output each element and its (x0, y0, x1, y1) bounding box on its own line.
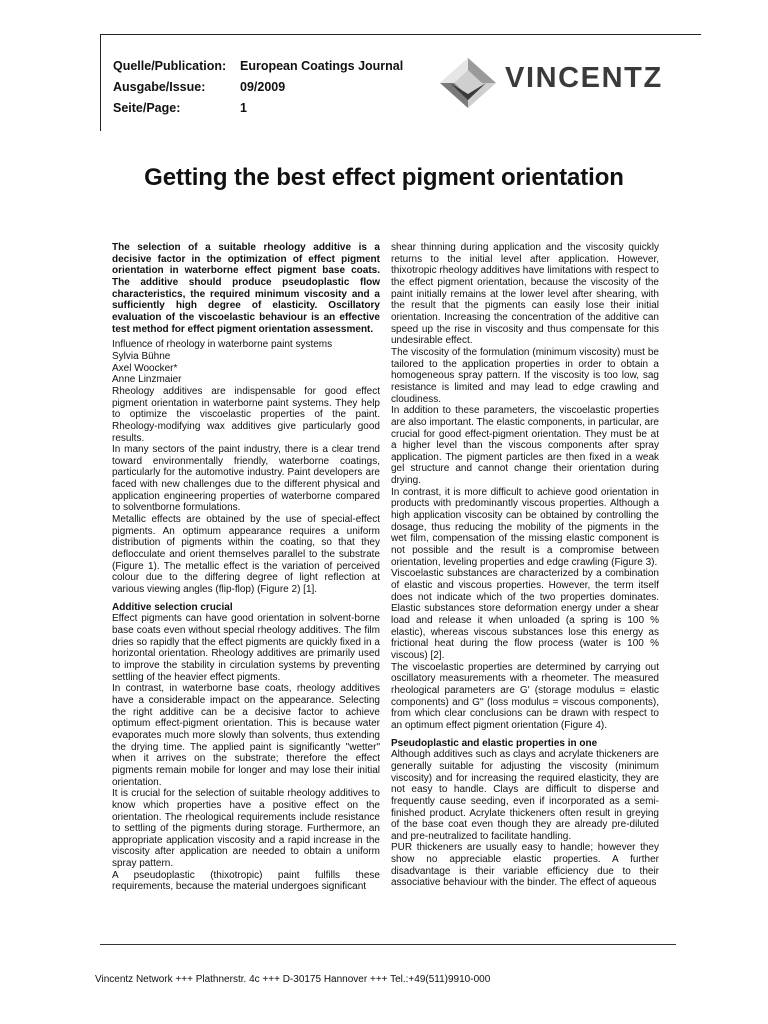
body-paragraph: In many sectors of the paint industry, there is a clear trend toward environmentally friendly, waterborne coatings, particularly for the automotive industry. Paint developers are faced with new challenges due to the different physical and application engineering properties of waterborne compared to solventborne formulations. (112, 444, 380, 514)
column-left (112, 242, 380, 893)
body-paragraph: Effect pigments can have good orientation in solvent-borne base coats even without special rheology additives. The film dries so rapidly that the effect pigments are quickly fixed in a horizontal orientation. Rheology additives are primarily used to improve the stability in circulation systems by preventing settling of the heavier effect pigments. (112, 613, 380, 683)
meta-row-page (113, 98, 403, 119)
author-name: Sylvia Bühne (112, 350, 171, 362)
body-paragraph: Viscoelastic substances are characterized by a combination of elastic and viscous properties. However, the term itself does not indicate which of the two properties dominates. Elastic substances store deformation energy under a shear load and release it when unloaded (a spring is 100 % elastic), whereas viscous substances lose this energy as frictional heat during the flow process (water is 100 % viscous) [2]. (391, 568, 659, 661)
page-label: Seite/Page: (113, 101, 181, 115)
body-paragraph: In contrast, in waterborne base coats, rheology additives have a considerable impact on the appearance. Selecting the right additive can be a decisive factor to achieve optimum effect-pigment orientation. This is because water evaporates much more slowly than solvents, thus extending the drying time. The applied paint is significantly "wetter" when it arrives on the substrate; therefore the effect pigments remain mobile for longer and may lose their initial orientation. (112, 683, 380, 788)
body-paragraph: shear thinning during application and the viscosity quickly returns to the initial level after application. However, thixotropic rheology additives have limitations with respect to the effect pigment orientation, because the viscosity of the paint initially remains at the lower level after shearing, with the result that the pigments can easily lose their initial orientation. Increasing the concentration of the additive can speed up the rise in viscosity and thus compensate for this undesirable effect. (391, 242, 659, 347)
body-paragraph: The viscoelastic properties are determined by carrying out oscillatory measurements with a rheometer. The measured rheological parameters are G' (storage modulus = elastic components) and G'' (loss modulus = viscous components), from which clear conclusions can be drawn with respect to an optimum effect pigment orientation (Figure 4). (391, 661, 659, 731)
article-abstract: The selection of a suitable rheology additive is a decisive factor in the optimization of effect pigment orientation in waterborne effect pigment base coats. The additive should produce pseudoplastic flow characteristics, the required minimum viscosity and a sufficiently high degree of elasticity. Oscillatory evaluation of the viscoelastic behaviour is an effective test method for effect pigment orientation assessment. (112, 242, 380, 335)
body-paragraph: Metallic effects are obtained by the use of special-effect pigments. An optimum appearance requires a uniform distribution of pigments within the coating, so that they deflocculate and orient themselves parallel to the substrate (Figure 1). The metallic effect is the variation of perceived colour due to the differing degree of light reflection at various viewing angles (flip-flop) (Figure 2) [1]. (112, 514, 380, 596)
meta-row-source (113, 56, 403, 77)
section-heading: Pseudoplastic and elastic properties in one (391, 737, 598, 749)
body-paragraph: In contrast, it is more difficult to achieve good orientation in products with predominantly viscous properties. Although a high application viscosity can be obtained by controlling the dosage, thus reducing the mobility of the pigments in the wet film, compensation of the missing elastic component is not possible and the result is a compromise between orientation, leveling properties and edge crawling (Figure 3). (391, 486, 659, 568)
publication-meta (113, 56, 403, 119)
column-right (391, 242, 659, 889)
source-label: Quelle/Publication: (113, 59, 227, 73)
issue-value: 09/2009 (240, 80, 286, 94)
footer-contact: Vincentz Network +++ Plathnerstr. 4c +++ D-30175 Hannover +++ Tel.:+49(511)9910-000 (95, 974, 491, 985)
page-value: 1 (240, 101, 247, 115)
body-paragraph: The viscosity of the formulation (minimum viscosity) must be tailored to the application properties in order to obtain a homogeneous spray pattern. If the viscosity is too low, sag resistance is limited and may lead to edge crawling and cloudiness. (391, 346, 659, 405)
article-title: Getting the best effect pigment orientation (144, 164, 624, 191)
issue-label: Ausgabe/Issue: (113, 80, 206, 94)
source-value: European Coatings Journal (240, 59, 404, 73)
article-kicker: Influence of rheology in waterborne paint systems (112, 339, 333, 351)
meta-row-issue (113, 77, 403, 98)
body-paragraph: Rheology additives are indispensable for good effect pigment orientation in waterborne paint systems. They help to optimize the viscoelastic properties of the paint. Rheology-modifying wax additives give particularly good results. (112, 385, 380, 444)
logo-wordmark: VINCENTZ (505, 62, 663, 94)
author-name: Axel Woocker* (112, 362, 178, 374)
footer-divider (100, 944, 676, 945)
author-name: Anne Linzmaier (112, 374, 182, 386)
body-paragraph: Although additives such as clays and acrylate thickeners are generally suitable for adjusting the viscosity (minimum viscosity) and for increasing the required elasticity, they are not easy to handle. Clays are difficult to disperse and frequently cause seeding, even if incorporated as a semi-finished product. Acrylate thickeners often result in greying of the base coat even though they are already pre-diluted and pre-neutralized to facilitate handling. (391, 749, 659, 842)
body-paragraph: A pseudoplastic (thixotropic) paint fulfills these requirements, because the material undergoes significant (112, 869, 380, 893)
body-paragraph: In addition to these parameters, the viscoelastic properties are also important. The elastic components, in particular, are crucial for good effect-pigment orientation. They must be at a higher level than the viscous components after spray application. The pigment particles are then fixed in a weak gel structure and cannot change their orientation during drying. (391, 405, 659, 487)
section-heading: Additive selection crucial (112, 601, 233, 613)
body-paragraph: It is crucial for the selection of suitable rheology additives to know which properties have a positive effect on the orientation. The rheological requirements include resistance to settling of the pigments during storage. Furthermore, an appropriate application viscosity and a rapid increase in the viscosity after application are needed to obtain a uniform spray pattern. (112, 788, 380, 870)
body-paragraph: PUR thickeners are usually easy to handle; however they show no appreciable elastic properties. A further disadvantage is their variable efficiency due to their associative behaviour with the binder. The effect of aqueous (391, 842, 659, 889)
